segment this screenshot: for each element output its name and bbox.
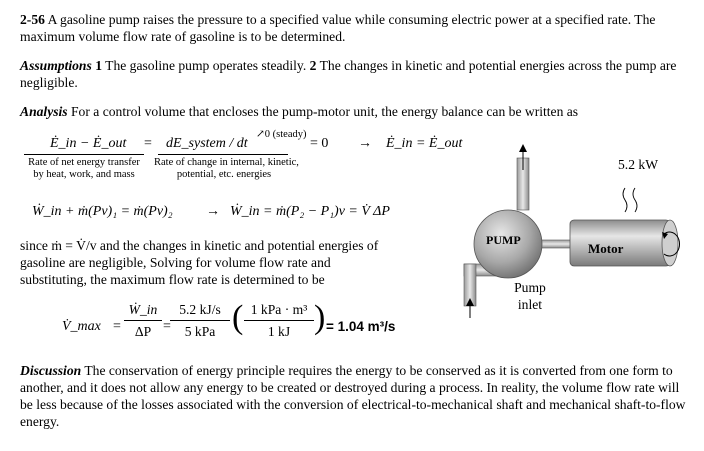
problem-text: A gasoline pump raises the pressure to a specified value while consuming electric power at a specified rate. The maximum volume flow rate of gasoline is to be determined. <box>20 12 656 44</box>
since-paragraph <box>20 237 378 288</box>
since-line-1: since ṁ = V̇/v and the changes in kinetic and potential energies of <box>20 238 379 253</box>
assumptions-label: Assumptions <box>20 58 92 73</box>
pump-inlet-label-line-1: Pump <box>514 280 546 295</box>
assumption-number-1: 1 <box>95 58 102 73</box>
pump-label: PUMP <box>486 233 521 247</box>
analysis-paragraph <box>20 103 686 120</box>
lhs-caption <box>20 157 148 181</box>
assumption-text-2: The changes in kinetic and potential energies across the pump are negligible. <box>20 58 677 90</box>
pump-inlet-label <box>512 279 548 313</box>
work-equation-left: Ẇ_in + ṁ(Pv)₁ = ṁ(Pv)₂ <box>32 204 173 219</box>
discussion-paragraph <box>20 362 686 430</box>
motor-label: Motor <box>588 241 624 256</box>
result-equals-1: = <box>113 319 121 334</box>
work-equation-right: Ẇ_in = ṁ(P₂ − P₁)v = V̇ ΔP <box>230 204 390 219</box>
since-line-3: substituting, the maximum flow rate is determined to be <box>20 272 325 287</box>
energy-balance-arrow: → <box>358 136 372 151</box>
assumptions-paragraph <box>20 57 686 91</box>
discussion-label: Discussion <box>20 363 82 378</box>
energy-balance-middle: dE_system / dt <box>166 136 248 151</box>
fraction-2-numerator: 5.2 kJ/s <box>179 302 221 317</box>
discussion-text: The conservation of energy principle requires the energy to be conserved as it is converted from one form to another, and it does not allow any energy to be created or destroyed during a process. In reality, the volume flow rate will be less because of the losses associated with the conversion of electrical-to-mechanical shaft and mechanical shaft-to-flow energy. <box>20 363 686 429</box>
mid-caption <box>154 157 299 181</box>
wire-1 <box>623 188 627 212</box>
analysis-label: Analysis <box>20 104 68 119</box>
conversion-numerator: 1 kPa · m³ <box>250 302 308 317</box>
problem-statement <box>20 11 686 45</box>
fraction-1-bar <box>124 320 162 321</box>
fraction-1-numerator: Ẇ_in <box>128 302 158 317</box>
outlet-flow-arrow-head <box>519 144 527 152</box>
energy-balance-equals: = <box>144 136 152 151</box>
motor-end-cap <box>662 220 678 266</box>
lhs-caption-line-1: Rate of net energy transfer <box>28 157 140 168</box>
analysis-text: For a control volume that encloses the pump-motor unit, the energy balance can be written as <box>71 104 579 119</box>
result-lhs: V̇_max <box>62 319 101 334</box>
steady-annotation: ↗0 (steady) <box>256 129 307 140</box>
conversion-denominator: 1 kJ <box>267 324 291 339</box>
pump-inlet-label-line-2: inlet <box>517 297 543 312</box>
fraction-2-bar <box>170 320 230 321</box>
fraction-1-denominator: ΔP <box>134 324 152 339</box>
power-label: 5.2 kW <box>618 157 659 172</box>
problem-number: 2-56 <box>20 12 45 27</box>
left-parenthesis: ( <box>232 299 244 336</box>
fraction-power-over-pressure <box>170 301 230 340</box>
mid-caption-line-1: Rate of change in internal, kinetic, <box>154 157 299 168</box>
conversion-bar <box>244 320 314 321</box>
assumption-text-1: The gasoline pump operates steadily. <box>105 58 307 73</box>
energy-balance-zero: = 0 <box>310 136 329 151</box>
lhs-caption-line-2: by heat, work, and mass <box>33 169 135 180</box>
energy-balance-lhs: Ė_in − Ė_out <box>50 136 127 151</box>
fraction-2-denominator: 5 kPa <box>184 324 216 339</box>
fraction-unit-conversion <box>244 301 314 340</box>
mid-underline <box>158 154 288 155</box>
work-equation-arrow: → <box>206 204 220 219</box>
fraction-work-over-pressure <box>124 301 162 340</box>
lhs-underline <box>24 154 144 155</box>
result-equals-2: = <box>163 319 171 334</box>
since-line-2: gasoline are negligible, Solving for volume flow rate and <box>20 255 331 270</box>
mid-caption-line-2: potential, etc. energies <box>176 169 272 180</box>
right-parenthesis: ) <box>314 299 326 336</box>
assumption-number-2: 2 <box>309 58 317 73</box>
result-answer: = 1.04 m³/s <box>326 319 396 334</box>
energy-balance-result: Ė_in = Ė_out <box>386 136 463 151</box>
wire-2 <box>633 188 637 212</box>
